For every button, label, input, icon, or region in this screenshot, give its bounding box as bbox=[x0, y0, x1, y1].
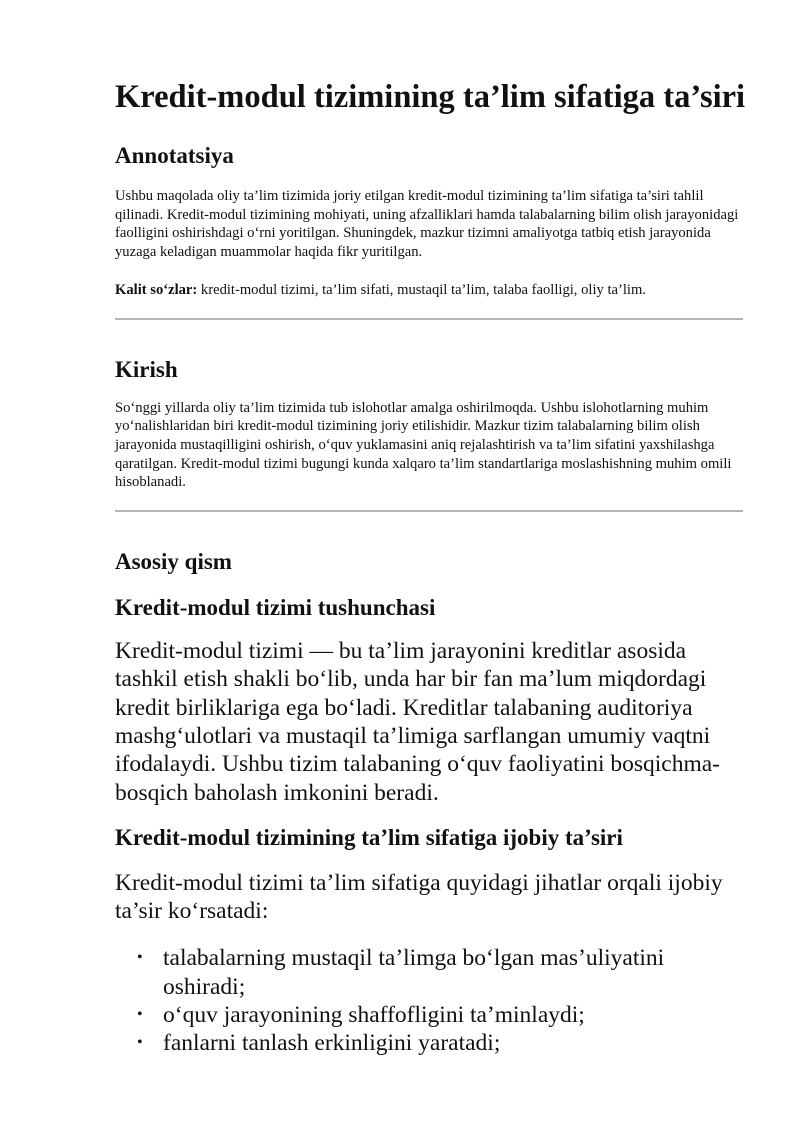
document-title: Kredit-modul tizimining ta’lim sifatiga ta’siri bbox=[115, 79, 746, 115]
bullet-icon: • bbox=[137, 1034, 143, 1052]
list-item-text: o‘quv jarayonining shaffofligini ta’minlaydi; bbox=[163, 1002, 585, 1028]
keywords-line bbox=[115, 281, 743, 300]
list-item bbox=[115, 1029, 743, 1057]
keywords-label: Kalit so‘zlar: bbox=[115, 281, 198, 298]
list-item-text: fanlarni tanlash erkinligini yaratadi; bbox=[163, 1030, 501, 1057]
bullet-icon: • bbox=[137, 1006, 143, 1023]
intro-paragraph: So‘nggi yillarda oliy ta’lim tizimida tub islohotlar amalga oshirilmoqda. Ushbu islohotlarning muhim yo‘nalishlaridan biri kredit-modul tizimining joriy etilishidir. Mazkur tizim talabalarning bilim olish jarayonida mustaqilligini oshirish, o‘quv yuklamasini aniq rejalashtirish va ta’lim sifatini yaxshilashga qaratilgan. Kredit-modul tizimi bugungi kunda xalqaro ta’lim standartlariga moslashishning muhim omili hisoblanadi. bbox=[115, 399, 732, 491]
list-item bbox=[115, 1001, 743, 1029]
list-item-text: talabalarning mustaqil ta’limga bo‘lgan mas’uliyatini oshiradi; bbox=[163, 945, 665, 1000]
main-heading: Asosiy qism bbox=[115, 549, 232, 575]
section-divider bbox=[115, 318, 743, 320]
intro-heading: Kirish bbox=[115, 356, 178, 382]
section2-paragraph: Kredit-modul tizimi ta’lim sifatiga quyidagi jihatlar orqali ijobiy ta’sir ko‘rsatadi: bbox=[115, 869, 723, 925]
section-divider bbox=[115, 510, 743, 512]
keywords-text: kredit-modul tizimi, ta’lim sifati, mustaqil ta’lim, talaba faolligi, oliy ta’lim. bbox=[197, 281, 646, 298]
benefits-list bbox=[115, 944, 743, 1057]
list-item bbox=[115, 944, 743, 1001]
annotation-paragraph: Ushbu maqolada oliy ta’lim tizimida joriy etilgan kredit-modul tizimining ta’lim sifatiga ta’siri tahlil qilinadi. Kredit-modul tizimining mohiyati, uning afzalliklari hamda talabalarning bilim olish jarayonidagi faolligini oshirishdagi o‘rni yoritilgan. Shuningdek, mazkur tizimni amaliyotga tatbiq etish jarayonida yuzaga keladigan muammolar haqida fikr yuritilgan. bbox=[115, 188, 739, 261]
bullet-icon: • bbox=[137, 949, 143, 967]
section2-heading: Kredit-modul tizimining ta’lim sifatiga ijobiy ta’siri bbox=[115, 824, 623, 850]
section1-heading: Kredit-modul tizimi tushunchasi bbox=[115, 595, 436, 621]
section1-paragraph: Kredit-modul tizimi — bu ta’lim jarayonini kreditlar asosida tashkil etish shakli bo‘lib, unda har bir fan ma’lum miqdordagi kredit birliklariga ega bo‘ladi. Kreditlar talabaning auditoriya mashg‘ulotlari va mustaqil ta’limiga sarflangan umumiy vaqtni ifodalaydi. Ushbu tizim talabaning o‘quv faoliyatini bosqichma-bosqich baholash imkonini beradi. bbox=[115, 638, 720, 806]
annotation-heading: Annotatsiya bbox=[115, 143, 234, 168]
